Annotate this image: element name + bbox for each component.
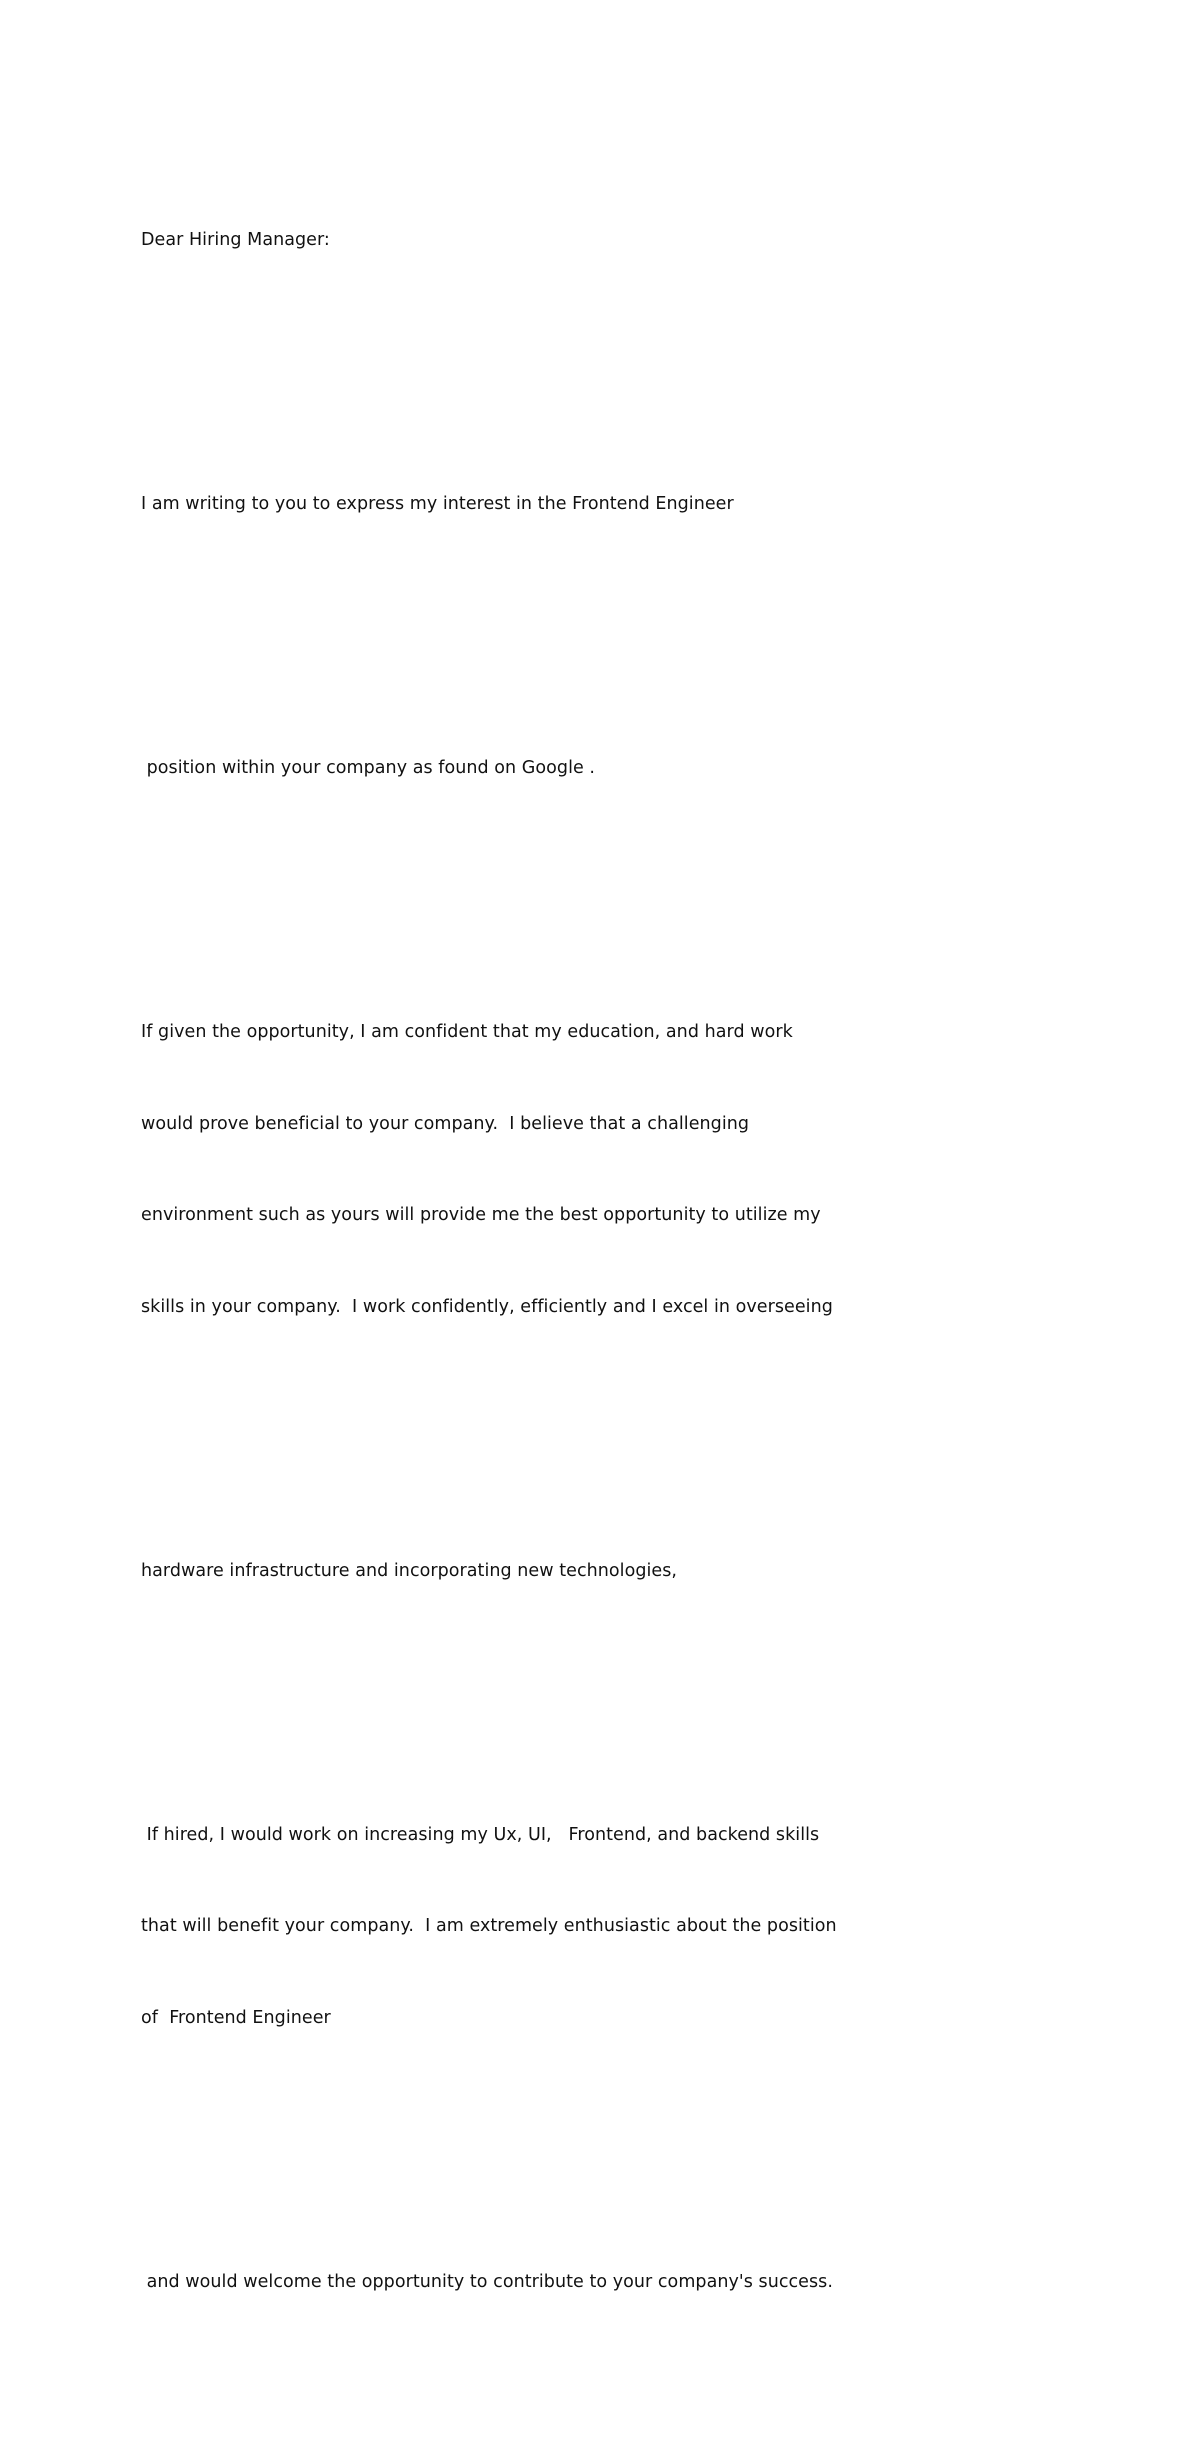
paragraph-line: If given the opportunity, I am confident that my education, and hard work [141,1022,793,1042]
paragraph-line: of Frontend Engineer [141,2007,331,2028]
paragraph-line: that will benefit your company. I am extremely enthusiastic about the position [141,1916,837,1936]
paragraph-line: environment such as yours will provide me the best opportunity to utilize my [141,1205,821,1225]
paragraph-skills [141,1759,901,2095]
salutation [141,164,901,317]
salutation-text: Dear Hiring Manager: [141,230,330,250]
paragraph-interest [141,428,901,581]
paragraph-qualifications [141,956,901,1383]
paragraph-closing [141,2206,901,2359]
paragraph-position-source [141,692,901,845]
paragraph-line: would prove beneficial to your company. I believe that a challenging [141,1113,750,1134]
paragraph-infrastructure [141,1495,901,1648]
paragraph-line: position within your company as found on Google . [141,758,596,778]
cover-letter-body [141,103,901,2439]
paragraph-line: and would welcome the opportunity to contribute to your company's success. [141,2271,833,2292]
paragraph-line: hardware infrastructure and incorporating new technologies, [141,1560,677,1581]
paragraph-line: skills in your company. I work confidently, efficiently and I excel in overseeing [141,1296,833,1317]
paragraph-line: If hired, I would work on increasing my Ux, UI, Frontend, and backend skills [141,1824,820,1845]
paragraph-line: I am writing to you to express my interest in the Frontend Engineer [141,494,734,514]
